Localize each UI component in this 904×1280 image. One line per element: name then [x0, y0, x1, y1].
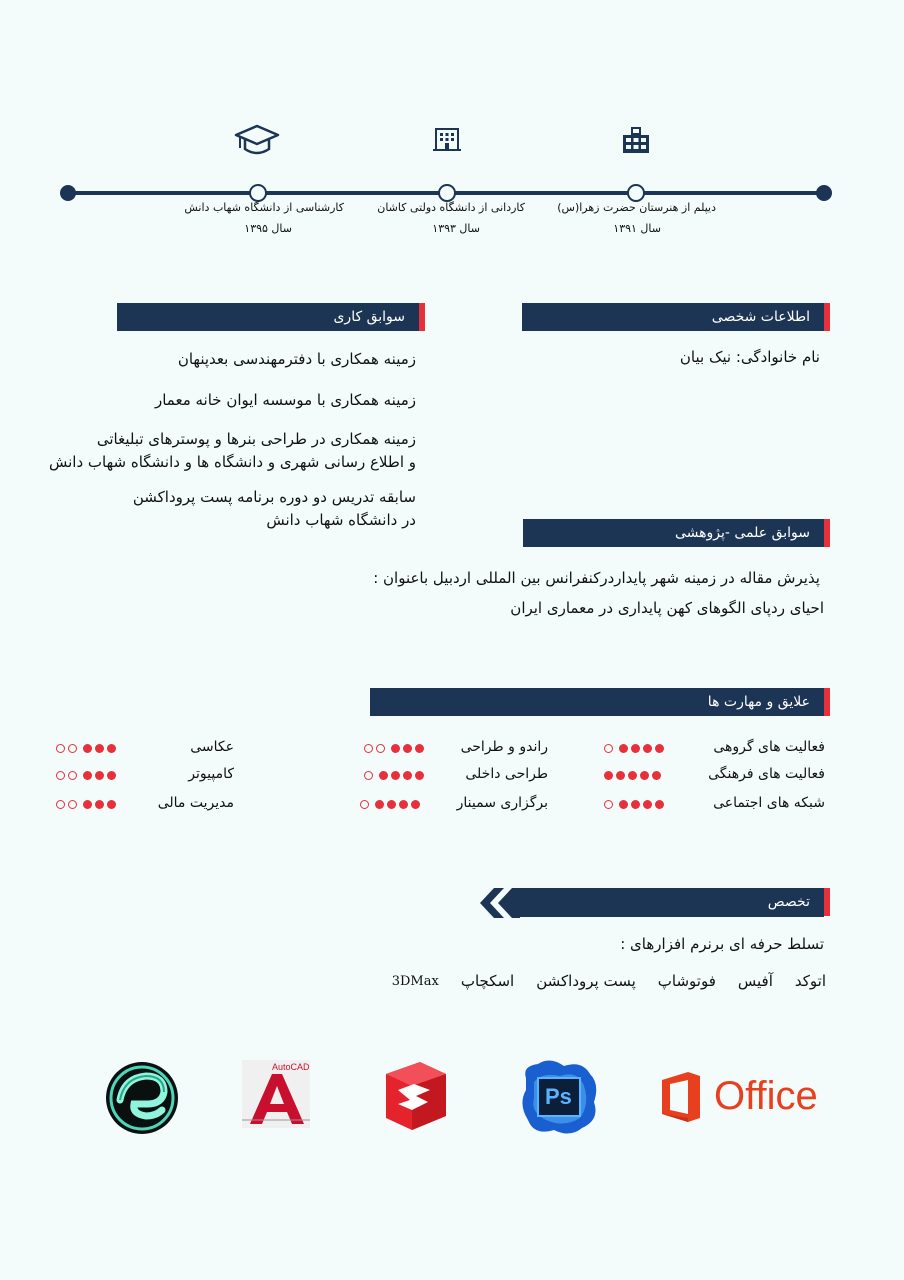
personal-info-header: اطلاعات شخصی: [522, 303, 824, 331]
skill-rating: [604, 771, 661, 780]
timeline-title: دیپلم از هنرستان حضرت زهرا(س): [557, 201, 716, 214]
skill-label: برگزاری سمینار: [456, 795, 548, 811]
rating-dot-filled: [631, 800, 640, 809]
rating-dot-filled: [628, 771, 637, 780]
photoshop-logo: [520, 1058, 600, 1138]
timeline-year: سال ۱۳۹۱: [613, 222, 661, 235]
work-item: در دانشگاه شهاب دانش: [266, 511, 416, 529]
office-wordmark: Office: [714, 1074, 818, 1118]
work-item: زمینه همکاری با موسسه ایوان خانه معمار: [154, 391, 416, 409]
timeline-caption-bachelor: [144, 197, 344, 239]
rating-dot-filled: [415, 744, 424, 753]
university-building-icon: [433, 126, 461, 152]
timeline-caption-associate: [325, 197, 525, 239]
skill-label: فعالیت های فرهنگی: [708, 766, 825, 782]
skill-label: طراحی داخلی: [465, 766, 548, 782]
skill-label: کامپیوتر: [188, 766, 234, 782]
rating-dot-filled: [619, 800, 628, 809]
skill-label: شبکه های اجتماعی: [713, 795, 825, 811]
software-item: فوتوشاپ: [657, 972, 716, 990]
double-chevron-icon: [480, 888, 520, 918]
office-logo: [658, 1070, 828, 1124]
skills-header: علایق و مهارت ها: [370, 688, 824, 716]
rating-dot-filled: [643, 800, 652, 809]
skill-rating: [56, 800, 116, 809]
rating-dot-filled: [643, 744, 652, 753]
rating-dot-filled: [387, 800, 396, 809]
rating-dot-filled: [655, 744, 664, 753]
family-name-value: نیک بیان: [679, 348, 732, 366]
software-list: [380, 972, 826, 990]
rating-dot-filled: [411, 800, 420, 809]
rating-dot-empty: [68, 800, 77, 809]
family-name-label: نام خانوادگی:: [735, 348, 820, 366]
rating-dot-filled: [403, 744, 412, 753]
software-item: 3DMax: [391, 974, 439, 989]
rating-dot-filled: [95, 800, 104, 809]
rating-dot-empty: [68, 771, 77, 780]
rating-dot-filled: [95, 771, 104, 780]
work-history-header: سوابق کاری: [117, 303, 419, 331]
skill-rating: [604, 744, 664, 753]
research-line-2: احیای ردپای الگوهای کهن پایداری در معماری ایران: [510, 599, 824, 617]
rating-dot-empty: [56, 744, 65, 753]
rating-dot-filled: [83, 744, 92, 753]
rating-dot-filled: [640, 771, 649, 780]
timeline-end-dot: [816, 185, 832, 201]
rating-dot-filled: [616, 771, 625, 780]
rating-dot-empty: [604, 744, 613, 753]
timeline-title: کاردانی از دانشگاه دولتی کاشان: [377, 201, 525, 214]
skill-label: مدیریت مالی: [157, 795, 234, 811]
rating-dot-filled: [107, 771, 116, 780]
rating-dot-empty: [364, 771, 373, 780]
skill-rating: [364, 771, 424, 780]
rating-dot-empty: [56, 771, 65, 780]
rating-dot-empty: [360, 800, 369, 809]
rating-dot-filled: [655, 800, 664, 809]
software-item: آفیس: [737, 972, 773, 990]
autocad-logo: [242, 1060, 310, 1128]
rating-dot-filled: [95, 744, 104, 753]
rating-dot-filled: [375, 800, 384, 809]
rating-dot-filled: [631, 744, 640, 753]
rating-dot-filled: [415, 771, 424, 780]
skill-rating: [364, 744, 424, 753]
rating-dot-filled: [391, 771, 400, 780]
skill-rating: [360, 800, 420, 809]
family-name-row: [560, 346, 820, 369]
research-line-1: پذیرش مقاله در زمینه شهر پایداردرکنفرانس بین المللی اردبیل باعنوان :: [373, 569, 820, 587]
skill-label: فعالیت های گروهی: [713, 739, 825, 755]
rating-dot-filled: [399, 800, 408, 809]
timeline-start-dot: [60, 185, 76, 201]
rating-dot-filled: [83, 800, 92, 809]
timeline-title: کارشناسی از دانشگاه شهاب دانش: [184, 201, 344, 214]
software-item: اتوکد: [794, 972, 826, 990]
rating-dot-filled: [604, 771, 613, 780]
rating-dot-filled: [83, 771, 92, 780]
software-item: پست پروداکشن: [536, 972, 636, 990]
photoshop-text: Ps: [545, 1084, 572, 1109]
office-icon: [658, 1070, 704, 1124]
rating-dot-filled: [619, 744, 628, 753]
rating-dot-empty: [364, 744, 373, 753]
autocad-text: AutoCAD: [272, 1062, 310, 1072]
skill-label: راندو و طراحی: [460, 739, 548, 755]
rating-dot-empty: [68, 744, 77, 753]
work-item: زمینه همکاری با دفترمهندسی بعدپنهان: [177, 350, 416, 368]
graduation-cap-icon: [234, 124, 280, 158]
skill-rating: [604, 800, 664, 809]
rating-dot-empty: [56, 800, 65, 809]
sketchup-logo: [380, 1060, 450, 1132]
3dmax-logo: [104, 1060, 180, 1136]
rating-dot-filled: [107, 800, 116, 809]
rating-dot-filled: [379, 771, 388, 780]
skill-rating: [56, 771, 116, 780]
work-item: زمینه همکاری در طراحی بنرها و پوسترهای تبلیغاتی: [96, 430, 416, 448]
research-header: سوابق علمی -پژوهشی: [523, 519, 824, 547]
skill-rating: [56, 744, 116, 753]
expertise-intro: تسلط حرفه ای برنرم افزارهای :: [620, 935, 824, 953]
rating-dot-empty: [376, 744, 385, 753]
timeline-year: سال ۱۳۹۳: [432, 222, 480, 235]
expertise-header: تخصص: [520, 888, 824, 917]
software-item: اسکچاپ: [460, 972, 515, 990]
rating-dot-empty: [604, 800, 613, 809]
rating-dot-filled: [403, 771, 412, 780]
timeline-year: سال ۱۳۹۵: [244, 222, 292, 235]
skill-label: عکاسی: [190, 739, 234, 755]
rating-dot-filled: [652, 771, 661, 780]
work-item: و اطلاع رسانی شهری و دانشگاه ها و دانشگاه شهاب دانش: [48, 453, 416, 471]
rating-dot-filled: [107, 744, 116, 753]
timeline-caption-diploma: [516, 197, 716, 239]
rating-dot-filled: [391, 744, 400, 753]
work-item: سابقه تدریس دو دوره برنامه پست پروداکشن: [132, 488, 416, 506]
school-building-icon: [621, 126, 651, 154]
